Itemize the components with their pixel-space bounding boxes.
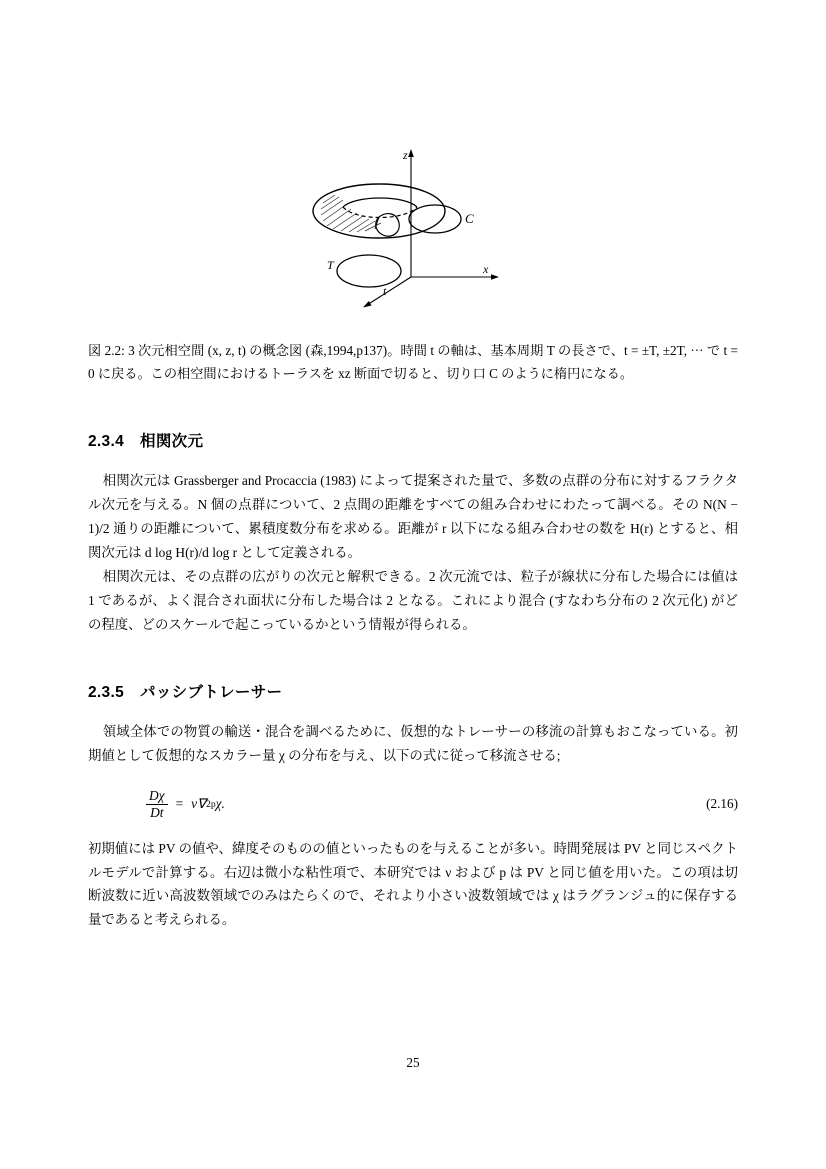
equation-equals: = xyxy=(175,796,184,812)
figure-caption-label: 図 2.2: xyxy=(88,343,125,358)
section-number: 2.3.4 xyxy=(88,433,125,451)
equation-numerator: Dχ xyxy=(149,788,165,804)
figure-caption xyxy=(88,340,738,385)
equation-expression xyxy=(146,788,706,821)
section-number: 2.3.5 xyxy=(88,684,125,702)
equation-rhs-exponent: 2p xyxy=(206,798,216,810)
equation-rhs-tail: χ. xyxy=(215,796,225,812)
figure-2-2 xyxy=(88,60,738,330)
paragraph-2-3-4-2: 相関次元は、その点群の広がりの次元と解釈できる。2 次元流では、粒子が線状に分布した場合には値は 1 であるが、よく混合され面状に分布した場合は 2 となる。これにより混合 (すなわち分布の 2 次元化) がどの程度、どのスケールで起こっているかという情報が得られる。 xyxy=(88,568,738,632)
equation-2-16 xyxy=(88,788,738,821)
page-content xyxy=(88,60,738,932)
figure-illustration xyxy=(283,145,543,320)
svg-text:x: x xyxy=(483,262,489,276)
section-heading-2-3-5 xyxy=(88,680,738,702)
svg-text:t: t xyxy=(383,284,387,298)
page-number: 25 xyxy=(406,1055,420,1070)
equation-fraction xyxy=(146,788,168,821)
svg-text:T: T xyxy=(327,258,334,272)
paragraph-2-3-4-1: 相関次元は Grassberger and Procaccia (1983) によって提案された量で、多数の点群の分布に対するフラクタル次元を与える。N 個の点群について、2 点間の距離をすべての組み合わせにわたって調べる。その N(N − 1)/2 通りの距離について、累積度数分布を求める。距離が r 以下になる組み合わせの数を H(r) とすると、相関次元は d log H(r)/d log r として定義される。 xyxy=(88,473,738,560)
equation-number: (2.16) xyxy=(706,796,738,812)
section-title: パッシブトレーサー xyxy=(140,684,283,702)
section-heading-2-3-4 xyxy=(88,429,738,451)
equation-denominator: Dt xyxy=(146,804,168,821)
svg-text:C: C xyxy=(465,211,474,226)
svg-text:z: z xyxy=(403,148,408,162)
figure-caption-text: 3 次元相空間 (x, z, t) の概念図 (森,1994,p137)。時間 t の軸は、基本周期 T の長さで、t = ±T, ±2T, ··· で t = 0 に戻る。この相空間におけるトーラスを xz 断面で切ると、切り口 C のように楕円になる。 xyxy=(88,343,738,381)
section-title: 相関次元 xyxy=(140,433,204,451)
paragraph-2-3-5-2: 初期値には PV の値や、緯度そのものの値といったものを与えることが多い。時間発展は PV と同じスペクトルモデルで計算する。右辺は微小な粘性項で、本研究では ν および p は PV と同じ値を用いた。この項は切断波数に近い高波数領域でのみはたらくので、それより小さい波数領域では χ はラグランジュ的に保存する量であると考えられる。 xyxy=(88,840,738,928)
paragraph-2-3-5-1: 領域全体での物質の輸送・混合を調べるために、仮想的なトレーサーの移流の計算もおこなっている。初期値として仮想的なスカラー量 χ の分布を与え、以下の式に従って移流させる; xyxy=(88,724,738,764)
equation-rhs: ν∇ xyxy=(191,796,207,812)
